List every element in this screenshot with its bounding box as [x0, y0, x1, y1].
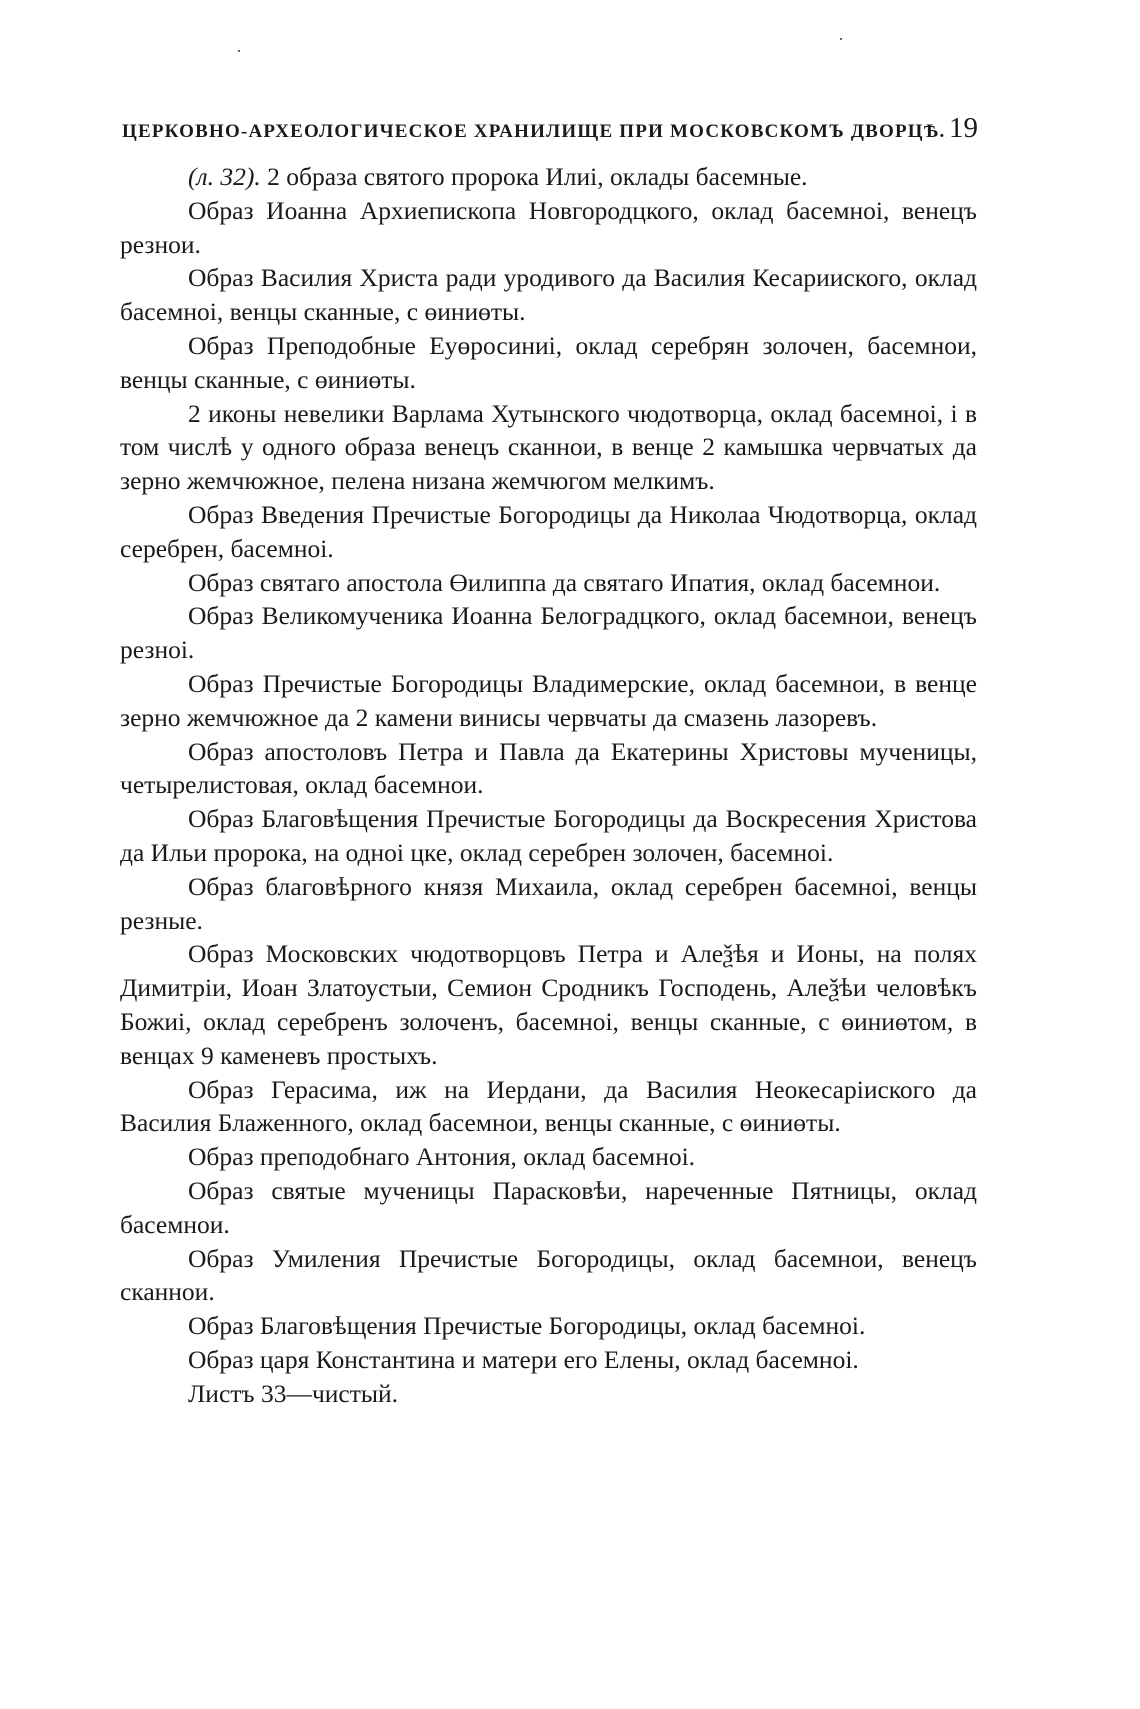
paragraph: Образ апостоловъ Петра и Павла да Екатерины Христовы мученицы, четырелистовая, оклад басемнои.: [120, 736, 977, 800]
paragraph: Образ Введения Пречистые Богородицы да Николаа Чюдотворца, оклад серебрен, басемноi.: [120, 499, 977, 563]
paragraph: Образ царя Константина и матери его Елены, оклад басемноi.: [188, 1344, 859, 1374]
paragraph: [120, 160, 977, 194]
paragraph: Образ Василия Христа ради уродивого да Василия Кесарииского, оклад басемноi, венцы сканные, с өиниөты.: [120, 263, 977, 327]
scan-speck: [840, 38, 842, 40]
paragraph: Образ Благовѣщения Пречистые Богородицы, оклад басемноi.: [188, 1311, 866, 1341]
running-title: ЦЕРКОВНО-АРХЕОЛОГИЧЕСКОЕ ХРАНИЛИЩЕ ПРИ МОСКОВСКОМЪ ДВОРЦѢ.: [122, 121, 946, 142]
paragraph-text: 2 образа святого пророка Илиі, оклады басемные.: [260, 162, 808, 191]
paragraph: Образ Умиления Пречистые Богородицы, оклад басемнои, венецъ сканнои.: [120, 1243, 977, 1307]
body-text: [120, 160, 977, 1410]
paragraph: 2 иконы невелики Варлама Хутынского чюдотворца, оклад басемноi, i в том числѣ у одного образа венецъ сканнои, в венце 2 камышка червчатых да зерно жемчюжное, пелена низана жемчюгом мелкимъ.: [120, 398, 977, 496]
paragraph: Образ Благовѣщения Пречистые Богородицы да Воскресения Христова да Ильи пророка, на одноi цке, оклад серебрен золочен, басемноi.: [120, 804, 977, 867]
paragraph: Образ Герасима, иж на Иердани, да Василия Неокесарiиского да Василия Блаженного, оклад басемнои, венцы сканные, с өиниөты.: [120, 1074, 977, 1138]
paragraph: Образ святаго апостола Өилиппа да святаго Ипатия, оклад басемнои.: [188, 567, 941, 597]
running-header: [122, 112, 978, 152]
paragraph: Образ преподобнаго Антония, оклад басемноi.: [188, 1142, 696, 1172]
paragraph: Образ святые мученицы Парасковѣи, нареченные Пятницы, оклад басемнои.: [120, 1175, 977, 1239]
paragraph: Листъ 33—чистый.: [188, 1378, 399, 1408]
paragraph: Образ Иоанна Архиепископа Новгородцкого, оклад басемноi, венецъ резнои.: [120, 195, 977, 259]
paragraph: Образ Великомученика Иоанна Белоградцкого, оклад басемнои, венецъ резноi.: [120, 601, 977, 665]
paragraph: Образ Пречистые Богородицы Владимерские, оклад басемнои, в венце зерно жемчюжное да 2 камени винисы червчаты да смазень лазоревъ.: [120, 668, 977, 732]
scan-speck: [238, 50, 240, 52]
page-number: 19: [949, 112, 978, 144]
paragraph: Образ благовѣрного князя Михаила, оклад серебрен басемноi, венцы резные.: [120, 871, 977, 935]
paragraph: Образ Преподобные Еуөросиниi, оклад серебрян золочен, басемнои, венцы сканные, с өиниөты.: [120, 330, 977, 394]
paragraph: Образ Московских чюдотворцовъ Петра и Алеѯѣя и Ионы, на полях Димитрiи, Иоан Златоустыи, Семион Сродникъ Господень, Алеѯѣи человѣкъ Божиi, оклад серебренъ золоченъ, басемноi, венцы сканные, с өиниөтом, в венцах 9 каменевъ простыхъ.: [120, 939, 977, 1070]
folio-reference: (л. 32).: [188, 162, 261, 191]
